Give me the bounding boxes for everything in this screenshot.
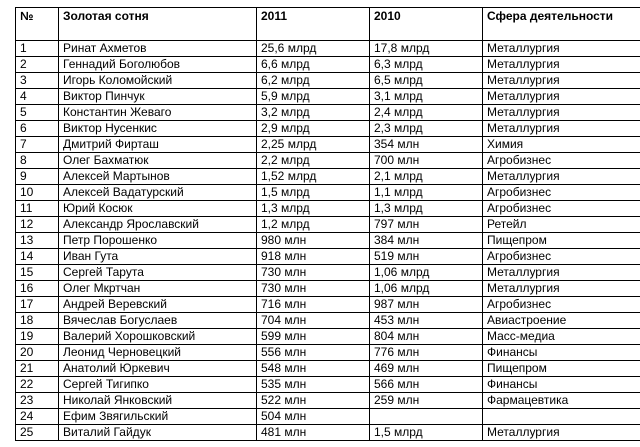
cell-number: 17 <box>16 297 59 313</box>
cell-2010: 1,1 млрд <box>370 185 483 201</box>
cell-number: 12 <box>16 217 59 233</box>
cell-number: 5 <box>16 105 59 121</box>
cell-sphere: Агробизнес <box>483 153 640 169</box>
table-row <box>16 41 640 57</box>
header-2010: 2010 <box>370 8 483 41</box>
table-row <box>16 105 640 121</box>
cell-number: 8 <box>16 153 59 169</box>
cell-sphere: Металлургия <box>483 265 640 281</box>
cell-2011: 25,6 млрд <box>257 41 370 57</box>
cell-name: Дмитрий Фирташ <box>59 137 257 153</box>
cell-2010: 1,06 млрд <box>370 265 483 281</box>
cell-name: Николай Янковский <box>59 393 257 409</box>
cell-2011: 918 млн <box>257 249 370 265</box>
cell-number: 25 <box>16 425 59 441</box>
cell-2011: 2,25 млрд <box>257 137 370 153</box>
table-row <box>16 281 640 297</box>
cell-name: Ефим Звягильский <box>59 409 257 425</box>
cell-sphere: Финансы <box>483 377 640 393</box>
table-container <box>15 7 640 441</box>
table-row <box>16 201 640 217</box>
cell-name: Игорь Коломойский <box>59 73 257 89</box>
cell-name: Олег Бахматюк <box>59 153 257 169</box>
cell-2010: 453 млн <box>370 313 483 329</box>
cell-2010: 804 млн <box>370 329 483 345</box>
cell-2010: 566 млн <box>370 377 483 393</box>
cell-number: 2 <box>16 57 59 73</box>
cell-2010: 2,1 млрд <box>370 169 483 185</box>
cell-name: Андрей Веревский <box>59 297 257 313</box>
table-row <box>16 313 640 329</box>
cell-name: Константин Жеваго <box>59 105 257 121</box>
table-row <box>16 249 640 265</box>
table-row <box>16 89 640 105</box>
cell-2010: 6,3 млрд <box>370 57 483 73</box>
table-row <box>16 57 640 73</box>
cell-2011: 548 млн <box>257 361 370 377</box>
cell-2011: 5,9 млрд <box>257 89 370 105</box>
cell-name: Леонид Черновецкий <box>59 345 257 361</box>
cell-2011: 504 млн <box>257 409 370 425</box>
cell-name: Анатолий Юркевич <box>59 361 257 377</box>
cell-number: 11 <box>16 201 59 217</box>
cell-sphere <box>483 409 640 425</box>
cell-number: 16 <box>16 281 59 297</box>
cell-2010: 259 млн <box>370 393 483 409</box>
table-row <box>16 393 640 409</box>
table-row <box>16 345 640 361</box>
cell-sphere: Пищепром <box>483 233 640 249</box>
cell-sphere: Агробизнес <box>483 201 640 217</box>
cell-sphere: Металлургия <box>483 281 640 297</box>
cell-sphere: Металлургия <box>483 57 640 73</box>
cell-2011: 3,2 млрд <box>257 105 370 121</box>
cell-sphere: Металлургия <box>483 121 640 137</box>
cell-name: Геннадий Боголюбов <box>59 57 257 73</box>
cell-2010: 2,4 млрд <box>370 105 483 121</box>
table-row <box>16 361 640 377</box>
table-row <box>16 409 640 425</box>
cell-2011: 1,5 млрд <box>257 185 370 201</box>
header-2011: 2011 <box>257 8 370 41</box>
table-row <box>16 153 640 169</box>
cell-number: 15 <box>16 265 59 281</box>
cell-2010: 797 млн <box>370 217 483 233</box>
cell-sphere: Металлургия <box>483 169 640 185</box>
cell-2010 <box>370 409 483 425</box>
cell-number: 22 <box>16 377 59 393</box>
cell-name: Алексей Вадатурский <box>59 185 257 201</box>
cell-sphere: Металлургия <box>483 89 640 105</box>
cell-number: 21 <box>16 361 59 377</box>
cell-2011: 6,6 млрд <box>257 57 370 73</box>
cell-name: Алексей Мартынов <box>59 169 257 185</box>
header-name: Золотая сотня <box>59 8 257 41</box>
table-row <box>16 265 640 281</box>
table-row <box>16 233 640 249</box>
table-row <box>16 121 640 137</box>
cell-2011: 6,2 млрд <box>257 73 370 89</box>
table-row <box>16 425 640 441</box>
cell-2010: 354 млн <box>370 137 483 153</box>
cell-number: 14 <box>16 249 59 265</box>
cell-2010: 3,1 млрд <box>370 89 483 105</box>
cell-name: Сергей Тарута <box>59 265 257 281</box>
cell-sphere: Агробизнес <box>483 297 640 313</box>
cell-sphere: Масс-медиа <box>483 329 640 345</box>
cell-2011: 980 млн <box>257 233 370 249</box>
cell-2011: 2,2 млрд <box>257 153 370 169</box>
cell-sphere: Пищепром <box>483 361 640 377</box>
cell-2010: 987 млн <box>370 297 483 313</box>
cell-name: Иван Гута <box>59 249 257 265</box>
cell-name: Сергей Тигипко <box>59 377 257 393</box>
cell-sphere: Фармацевтика <box>483 393 640 409</box>
cell-name: Ринат Ахметов <box>59 41 257 57</box>
cell-sphere: Металлургия <box>483 425 640 441</box>
cell-name: Виктор Нусенкис <box>59 121 257 137</box>
cell-2010: 519 млн <box>370 249 483 265</box>
cell-2011: 716 млн <box>257 297 370 313</box>
cell-2011: 1,2 млрд <box>257 217 370 233</box>
cell-number: 6 <box>16 121 59 137</box>
table-row <box>16 169 640 185</box>
cell-2010: 384 млн <box>370 233 483 249</box>
cell-2010: 6,5 млрд <box>370 73 483 89</box>
cell-name: Виктор Пинчук <box>59 89 257 105</box>
cell-name: Юрий Косюк <box>59 201 257 217</box>
cell-number: 23 <box>16 393 59 409</box>
table-row <box>16 217 640 233</box>
cell-name: Виталий Гайдук <box>59 425 257 441</box>
cell-sphere: Металлургия <box>483 41 640 57</box>
cell-number: 24 <box>16 409 59 425</box>
cell-number: 9 <box>16 169 59 185</box>
table-row <box>16 137 640 153</box>
cell-number: 4 <box>16 89 59 105</box>
header-sphere: Сфера деятельности <box>483 8 640 41</box>
table-row <box>16 377 640 393</box>
cell-sphere: Химия <box>483 137 640 153</box>
cell-number: 20 <box>16 345 59 361</box>
cell-2010: 1,5 млрд <box>370 425 483 441</box>
cell-sphere: Агробизнес <box>483 185 640 201</box>
cell-2010: 469 млн <box>370 361 483 377</box>
header-number: № <box>16 8 59 41</box>
cell-2011: 522 млн <box>257 393 370 409</box>
cell-name: Александр Ярославский <box>59 217 257 233</box>
cell-2011: 481 млн <box>257 425 370 441</box>
cell-2010: 17,8 млрд <box>370 41 483 57</box>
cell-2010: 700 млн <box>370 153 483 169</box>
table-row <box>16 185 640 201</box>
cell-2011: 2,9 млрд <box>257 121 370 137</box>
cell-name: Валерий Хорошковский <box>59 329 257 345</box>
cell-2011: 535 млн <box>257 377 370 393</box>
cell-sphere: Авиастроение <box>483 313 640 329</box>
cell-2010: 776 млн <box>370 345 483 361</box>
cell-sphere: Агробизнес <box>483 249 640 265</box>
golden-hundred-table <box>15 7 640 441</box>
cell-2010: 2,3 млрд <box>370 121 483 137</box>
cell-number: 13 <box>16 233 59 249</box>
table-row <box>16 73 640 89</box>
table-row <box>16 329 640 345</box>
cell-sphere: Металлургия <box>483 73 640 89</box>
table-row <box>16 297 640 313</box>
cell-2011: 1,3 млрд <box>257 201 370 217</box>
table-header <box>16 8 640 41</box>
cell-2011: 599 млн <box>257 329 370 345</box>
cell-sphere: Ретейл <box>483 217 640 233</box>
cell-sphere: Финансы <box>483 345 640 361</box>
table-body <box>16 41 640 441</box>
cell-number: 18 <box>16 313 59 329</box>
cell-2010: 1,3 млрд <box>370 201 483 217</box>
cell-2011: 556 млн <box>257 345 370 361</box>
cell-number: 10 <box>16 185 59 201</box>
cell-number: 19 <box>16 329 59 345</box>
cell-2011: 730 млн <box>257 265 370 281</box>
cell-name: Вячеслав Богуслаев <box>59 313 257 329</box>
header-row <box>16 8 640 41</box>
cell-2010: 1,06 млрд <box>370 281 483 297</box>
cell-2011: 704 млн <box>257 313 370 329</box>
cell-2011: 730 млн <box>257 281 370 297</box>
cell-name: Петр Порошенко <box>59 233 257 249</box>
cell-name: Олег Мкртчан <box>59 281 257 297</box>
cell-number: 1 <box>16 41 59 57</box>
cell-number: 3 <box>16 73 59 89</box>
cell-number: 7 <box>16 137 59 153</box>
cell-2011: 1,52 млрд <box>257 169 370 185</box>
cell-sphere: Металлургия <box>483 105 640 121</box>
